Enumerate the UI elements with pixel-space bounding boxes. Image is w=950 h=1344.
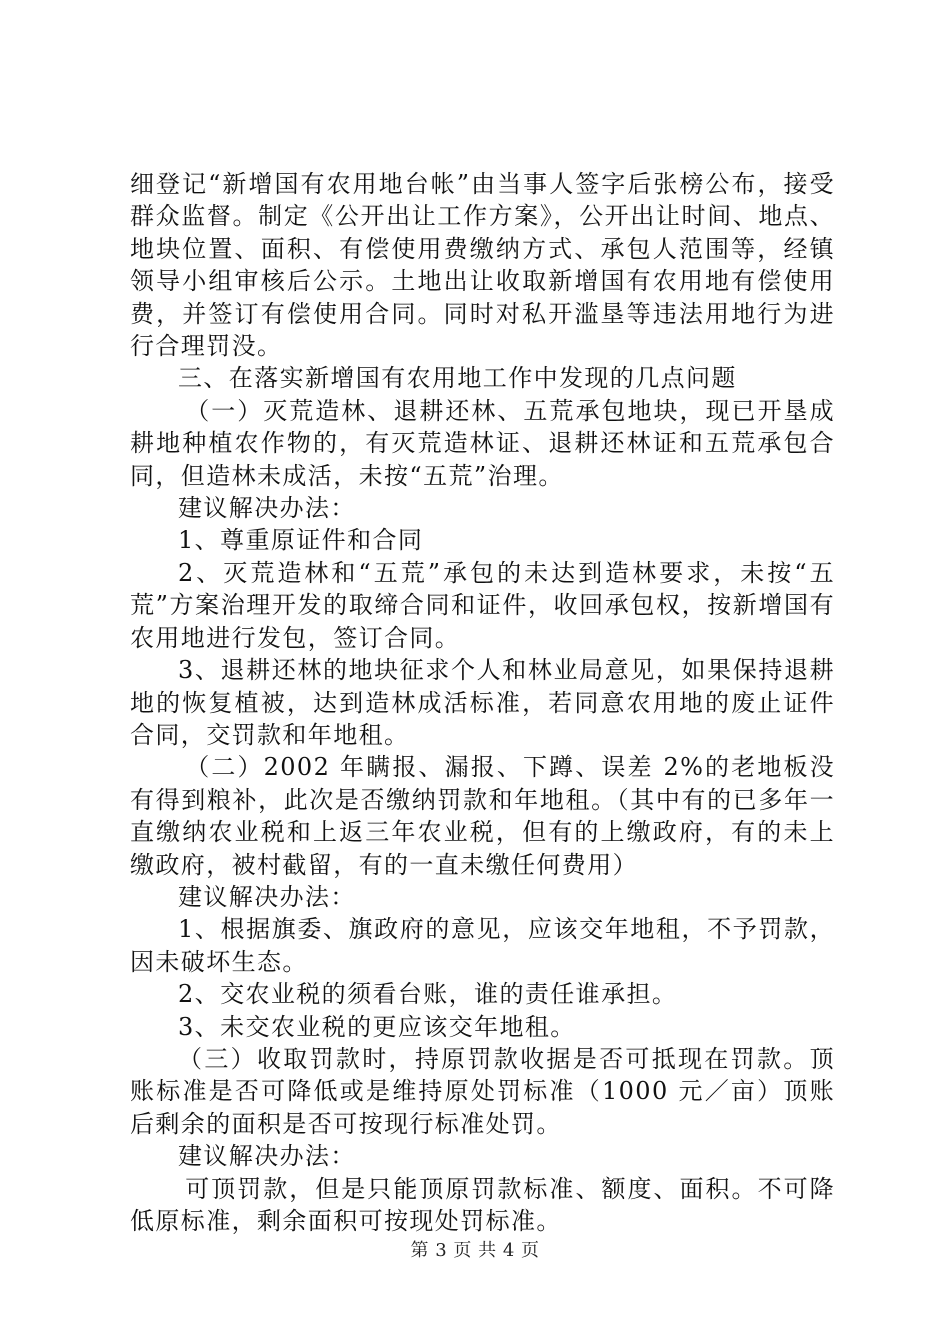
suggestion-label: 建议解决办法：: [178, 494, 356, 523]
suggestion-item: 1、根据旗委、旗政府的意见，应该交年地租，不予罚款，因未破坏生态。: [130, 915, 835, 976]
problem-paragraph-3: （三）收取罚款时，持原罚款收据是否可抵现在罚款。顶账标准是否可降低或是维持原处罚标准（1000 元／亩）顶账后剩余的面积是否可按现行标准处罚。: [130, 1044, 835, 1138]
suggestion-item: 可顶罚款，但是只能顶原罚款标准、额度、面积。不可降低原标准，剩余面积可按现处罚标准。: [130, 1174, 835, 1235]
page-number-footer: 第 3 页 共 4 页: [410, 1240, 540, 1261]
paragraph-continuation: 细登记“新增国有农用地台帐”由当事人签字后张榜公布，接受群众监督。制定《公开出让工作方案》，公开出让时间、地点、地块位置、面积、有偿使用费缴纳方式、承包人范围等，经镇领导小组审核后公示。土地出让收取新增国有农用地有偿使用费，并签订有偿使用合同。同时对私开滥垦等违法用地行为进行合理罚没。: [130, 170, 835, 361]
suggestion-item: 1、尊重原证件和合同: [178, 526, 424, 555]
suggestion-item: 3、未交农业税的更应该交年地租。: [178, 1012, 576, 1041]
section-heading: 三、在落实新增国有农用地工作中发现的几点问题: [178, 364, 737, 393]
document-body: [130, 168, 835, 1237]
suggestion-label: 建议解决办法：: [178, 1142, 356, 1171]
suggestion-item: 2、交农业税的须看台账，谁的责任谁承担。: [178, 980, 678, 1009]
problem-paragraph-1: （一）灭荒造林、退耕还林、五荒承包地块，现已开垦成耕地种植农作物的，有灭荒造林证、退耕还林证和五荒承包合同，但造林未成活，未按“五荒”治理。: [130, 396, 835, 490]
suggestion-item: 3、退耕还林的地块征求个人和林业局意见，如果保持退耕地的恢复植被，达到造林成活标准，若同意农用地的废止证件合同，交罚款和年地租。: [130, 656, 835, 749]
problem-paragraph-2: （二）2002 年瞒报、漏报、下蹲、误差 2%的老地板没有得到粮补，此次是否缴纳罚款和年地租。（其中有的已多年一直缴纳农业税和上返三年农业税，但有的上缴政府，有的未上缴政府，被村截留，有的一直未缴任何费用）: [130, 753, 835, 879]
suggestion-item: 2、灭荒造林和“五荒”承包的未达到造林要求，未按“五荒”方案治理开发的取缔合同和证件，收回承包权，按新增国有农用地进行发包，签订合同。: [130, 558, 835, 652]
suggestion-label: 建议解决办法：: [178, 882, 356, 911]
